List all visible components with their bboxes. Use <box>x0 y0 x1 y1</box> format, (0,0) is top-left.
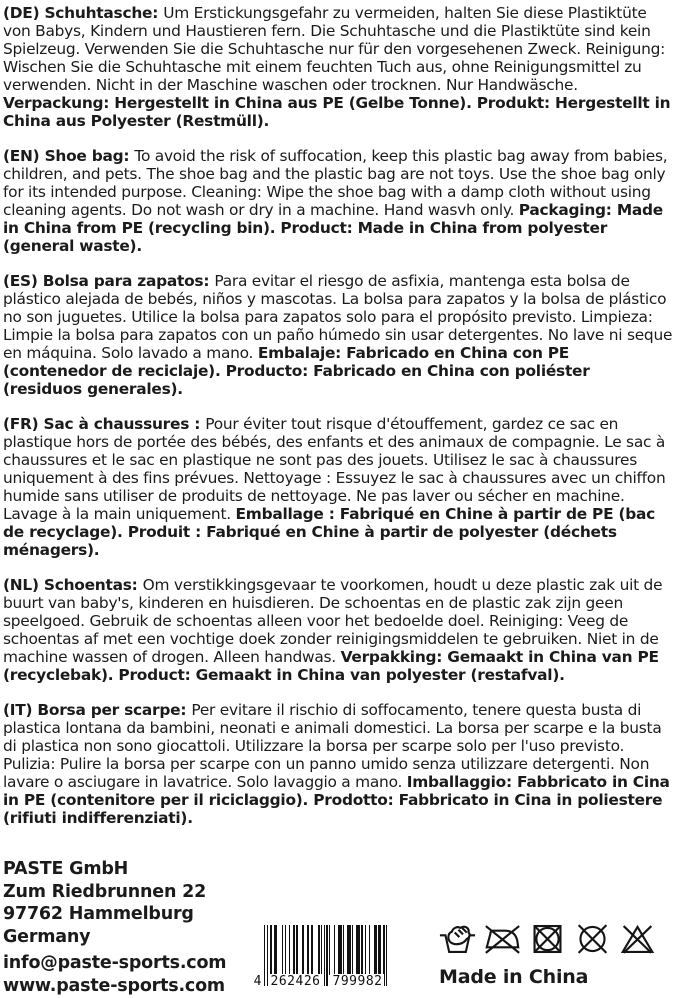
paragraph-es-segment: (ES) Bolsa para zapatos: <box>3 272 215 290</box>
paragraph-es-segment: Embalaje: Fabricado en China con PE (contenedor de reciclaje). Producto: Fabricado en China con poliéster (residuos generales). <box>3 344 590 398</box>
paragraph-en-segment: To avoid the risk of suffocation, keep this plastic bag away from babies, children, and pets. The shoe bag and the plastic bag are not toys. Use the shoe bag only for its intended purpose. Cleaning: Wipe the shoe bag with a damp cloth without using cleaning agents. Do not wash or dry in a machine. Hand wasvh only. <box>3 147 668 219</box>
paragraph-nl-segment: Verpakking: Gemaakt in China van PE (recyclebak). Product: Gemaakt in China van polyester (restafval). <box>3 648 659 684</box>
contact-website: www.paste-sports.com <box>3 976 225 996</box>
paragraph-de <box>3 4 673 130</box>
care-symbols-row <box>439 922 656 956</box>
paragraph-it-segment: Per evitare il rischio di soffocamento, tenere questa busta di plastica lontana da bambini, neonati e animali domestici. La borsa per scarpe e la busta di plastica non sono giocattoli. Utilizzare la borsa per scarpe solo per l'uso previsto. Pulizia: Pulire la borsa per scarpe con un panno umido senza utilizzare detergenti. Non lavare o asciugare in lavatrice. Solo lavaggio a mano. <box>3 701 662 791</box>
do-not-tumble-dry-icon <box>529 922 566 956</box>
care-instructions <box>3 4 673 827</box>
paragraph-nl-segment: (NL) Schoentas: <box>3 576 143 594</box>
paragraph-de-segment: Verpackung: Hergestellt in China aus PE (Gelbe Tonne). Produkt: Hergestellt in China aus Polyester (Restmüll). <box>3 94 671 130</box>
paragraph-nl-segment: Om verstikkingsgevaar te voorkomen, houdt u deze plastic zak uit de buurt van baby's, kinderen en huisdieren. De schoentas en de plastic zak zijn geen speelgoed. Gebruik de schoentas alleen voor het bedoelde doel. Reiniging: Veeg de schoentas af met een vochtige doek zonder reinigingsmiddelen te gebruiken. Niet in de machine wassen of drogen. Alleen handwas. <box>3 576 663 666</box>
barcode-digits-left: 262426 <box>270 974 321 989</box>
paragraph-nl <box>3 576 673 684</box>
paragraph-es <box>3 272 673 398</box>
barcode-digit-leading: 4 <box>253 974 262 989</box>
address-line: Zum Riedbrunnen 22 <box>3 881 207 902</box>
paragraph-fr-segment: Emballage : Fabriqué en Chine à partir de PE (bac de recyclage). Produit : Fabriqué en Chine à partir de polyester (déchets ménagers). <box>3 505 656 559</box>
footer <box>3 846 673 995</box>
paragraph-it-segment: Imballaggio: Fabbricato in Cina in PE (contenitore per il riciclaggio). Prodotto: Fabbricato in Cina in poliestere (rifiuti indifferenziati). <box>3 773 670 827</box>
paragraph-es-segment: Para evitar el riesgo de asfixia, mantenga esta bolsa de plástico alejada de bebés, niños y mascotas. La bolsa para zapatos y la bolsa de plástico no son juguetes. Utilice la bolsa para zapatos solo para el propósito previsto. Limpieza: Limpie la bolsa para zapatos con un paño húmedo sin usar detergentes. No lave ni seque en máquina. Solo lavado a mano. <box>3 272 673 362</box>
paragraph-fr <box>3 415 673 559</box>
paragraph-fr-segment: (FR) Sac à chaussures : <box>3 415 206 433</box>
contact-email: info@paste-sports.com <box>3 953 227 973</box>
company-address <box>3 858 206 948</box>
hand-wash-icon <box>439 922 476 956</box>
paragraph-en-segment: (EN) Shoe bag: <box>3 147 135 165</box>
care-symbols-block <box>439 922 656 988</box>
address-line: Germany <box>3 926 91 947</box>
barcode <box>252 918 394 995</box>
paragraph-en <box>3 147 673 255</box>
paragraph-en-segment: Packaging: Made in China from PE (recycling bin). Product: Made in China from polyester (general waste). <box>3 201 663 255</box>
paragraph-it-segment: (IT) Borsa per scarpe: <box>3 701 192 719</box>
paragraph-de-segment: Um Erstickungsgefahr zu vermeiden, halten Sie diese Plastiktüte von Babys, Kindern und Haustieren fern. Die Schuhtasche und die Plastiktüte sind kein Spielzeug. Verwenden Sie die Schuhtasche nur für den vorgesehenen Zweck. Reinigung: Wischen Sie die Schuhtasche mit einem feuchten Tuch aus, ohne Reinigungsmittel zu verwenden. Nicht in der Maschine waschen oder trocknen. Nur Handwäsche. <box>3 4 666 94</box>
address-line: PASTE GmbH <box>3 859 129 879</box>
do-not-iron-icon <box>484 922 521 956</box>
barcode-digits-right: 799982 <box>332 974 383 989</box>
do-not-bleach-icon <box>619 922 656 956</box>
paragraph-it <box>3 701 673 827</box>
paragraph-de-segment: (DE) Schuhtasche: <box>3 4 164 22</box>
do-not-dry-clean-icon <box>574 922 611 956</box>
paragraph-fr-segment: Pour éviter tout risque d'étouffement, gardez ce sac en plastique hors de portée des bébés, des enfants et des animaux de compagnie. Le sac à chaussures et le sac en plastique ne sont pas des jouets. Utilisez le sac à chaussures uniquement à des fins prévues. Nettoyage : Essuyez le sac à chaussures avec un chiffon humide sans utiliser de produits de nettoyage. Ne pas laver ou sécher en machine. Lavage à la main uniquement. <box>3 415 666 523</box>
contact-info <box>3 952 226 998</box>
made-in-text: Made in China <box>439 966 589 988</box>
address-line: 97762 Hammelburg <box>3 904 194 924</box>
